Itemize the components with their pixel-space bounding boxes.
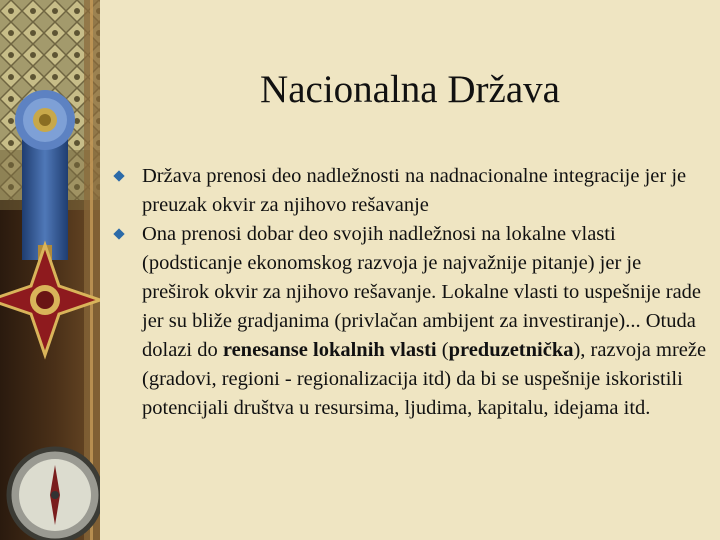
bullet-list <box>112 162 710 423</box>
medal-photo-image <box>0 0 100 540</box>
diamond-bullet-icon <box>113 228 124 239</box>
bullet-text-part: ( <box>436 339 449 361</box>
bullet-item <box>112 220 710 423</box>
slide-title: Nacionalna Država <box>260 68 560 111</box>
bullet-item <box>112 162 710 220</box>
bullet-text: Država prenosi deo nadležnosti na nadnacionalne integracije jer je preuzak okvir za njihovo rešavanje <box>142 165 687 216</box>
bullet-text-part: Ona prenosi dobar deo svojih nadležnosi na lokalne vlasti (podsticanje ekonomskog razvoja je najvažnije pitanje) jer je preširok okvir za njihovo rešavanje. Lokalne vlasti to uspešnije rade jer su bliže gradjanima (privlačan ambijent za investiranje)... Otuda dolazi do <box>142 223 702 361</box>
bullet-bold-text: preduzetnička <box>448 339 574 361</box>
diamond-bullet-icon <box>113 170 124 181</box>
bullet-text-part: ), razvoja mreže (gradovi, regioni - regionalizacija itd) da bi se uspešnije iskoristili potencijali društva u resursima, ljudima, kapitalu, idejama itd. <box>142 339 707 419</box>
bullet-bold-text: renesanse lokalnih vlasti <box>222 339 437 361</box>
